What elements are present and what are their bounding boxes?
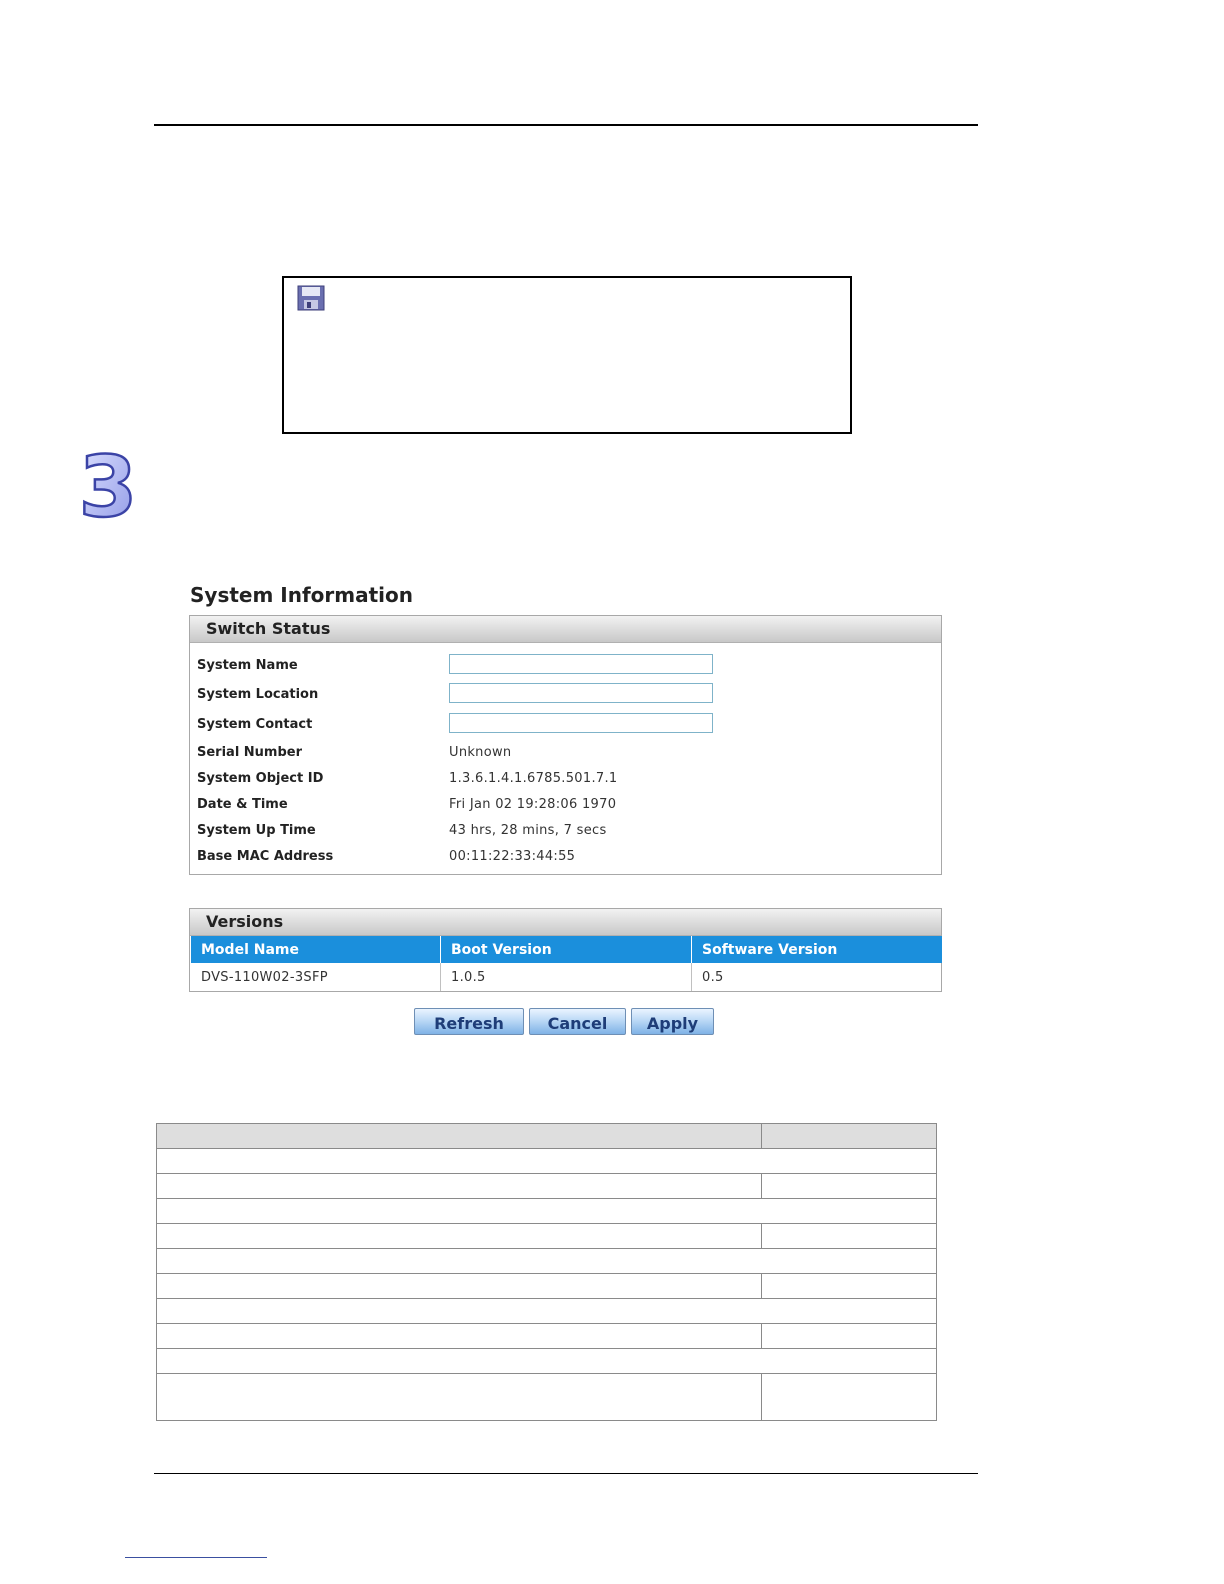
footer-link-underline — [125, 1557, 267, 1558]
page-title: System Information — [190, 583, 413, 607]
floppy-disk-icon — [297, 285, 325, 311]
system-name-input[interactable] — [449, 654, 713, 674]
top-divider — [154, 124, 978, 126]
chapter-number-badge — [78, 438, 138, 536]
switch-status-header: Switch Status — [190, 616, 941, 643]
table-row — [157, 1299, 937, 1324]
table-row — [157, 1374, 937, 1421]
table-cell — [157, 1324, 762, 1349]
column-header-model-name: Model Name — [191, 936, 441, 963]
empty-grid-table — [156, 1123, 937, 1421]
date-time-label: Date & Time — [197, 797, 288, 812]
table-cell — [762, 1174, 937, 1199]
table-cell — [157, 1299, 937, 1324]
table-row — [157, 1249, 937, 1274]
table-row — [157, 1274, 937, 1299]
system-object-id-row — [197, 769, 927, 791]
table-row — [157, 1224, 937, 1249]
base-mac-address-row — [197, 847, 927, 869]
table-row — [157, 1124, 937, 1149]
table-cell — [762, 1274, 937, 1299]
system-up-time-value: 43 hrs, 28 mins, 7 secs — [449, 823, 607, 838]
serial-number-row — [197, 743, 927, 765]
cancel-button[interactable]: Cancel — [529, 1008, 626, 1035]
note-box — [282, 276, 852, 434]
base-mac-address-label: Base MAC Address — [197, 849, 334, 864]
table-cell — [157, 1124, 762, 1149]
software-version-cell: 0.5 — [702, 969, 724, 985]
system-object-id-value: 1.3.6.1.4.1.6785.501.7.1 — [449, 771, 618, 786]
table-row — [191, 963, 942, 991]
table-cell — [762, 1374, 937, 1421]
chapter-number: 3 — [78, 438, 138, 536]
system-name-label: System Name — [197, 658, 298, 673]
table-row — [157, 1149, 937, 1174]
column-header-boot-version: Boot Version — [441, 936, 692, 963]
boot-version-cell: 1.0.5 — [441, 963, 692, 991]
table-cell — [157, 1199, 937, 1224]
versions-header: Versions — [190, 909, 941, 936]
serial-number-value: Unknown — [449, 745, 512, 760]
table-cell — [762, 1324, 937, 1349]
system-location-input[interactable] — [449, 683, 713, 703]
table-cell — [157, 1274, 762, 1299]
table-row — [157, 1199, 937, 1224]
model-name-cell: DVS-110W02-3SFP — [191, 963, 441, 991]
system-contact-label: System Contact — [197, 717, 313, 732]
switch-status-panel — [189, 615, 942, 875]
table-cell — [157, 1374, 762, 1421]
system-location-row — [197, 685, 927, 707]
system-object-id-label: System Object ID — [197, 771, 324, 786]
table-cell — [157, 1349, 937, 1374]
system-up-time-label: System Up Time — [197, 823, 316, 838]
base-mac-address-value: 00:11:22:33:44:55 — [449, 849, 576, 864]
system-up-time-row — [197, 821, 927, 843]
system-contact-row — [197, 715, 927, 737]
table-cell — [762, 1224, 937, 1249]
table-cell — [762, 1124, 937, 1149]
refresh-button[interactable]: Refresh — [414, 1008, 524, 1035]
table-cell — [157, 1174, 762, 1199]
system-contact-input[interactable] — [449, 713, 713, 733]
serial-number-label: Serial Number — [197, 745, 303, 760]
table-cell — [157, 1224, 762, 1249]
bottom-divider — [154, 1473, 978, 1474]
date-time-row — [197, 795, 927, 817]
apply-button[interactable]: Apply — [631, 1008, 714, 1035]
table-row — [157, 1324, 937, 1349]
date-time-value: Fri Jan 02 19:28:06 1970 — [449, 797, 617, 812]
table-cell — [157, 1149, 937, 1174]
table-cell — [157, 1249, 937, 1274]
versions-panel — [189, 908, 942, 992]
system-name-row — [197, 656, 927, 678]
table-row — [157, 1349, 937, 1374]
column-header-software-version: Software Version — [692, 936, 943, 963]
versions-header-row — [191, 936, 942, 963]
table-row — [157, 1174, 937, 1199]
system-location-label: System Location — [197, 687, 319, 702]
versions-table — [191, 936, 942, 991]
